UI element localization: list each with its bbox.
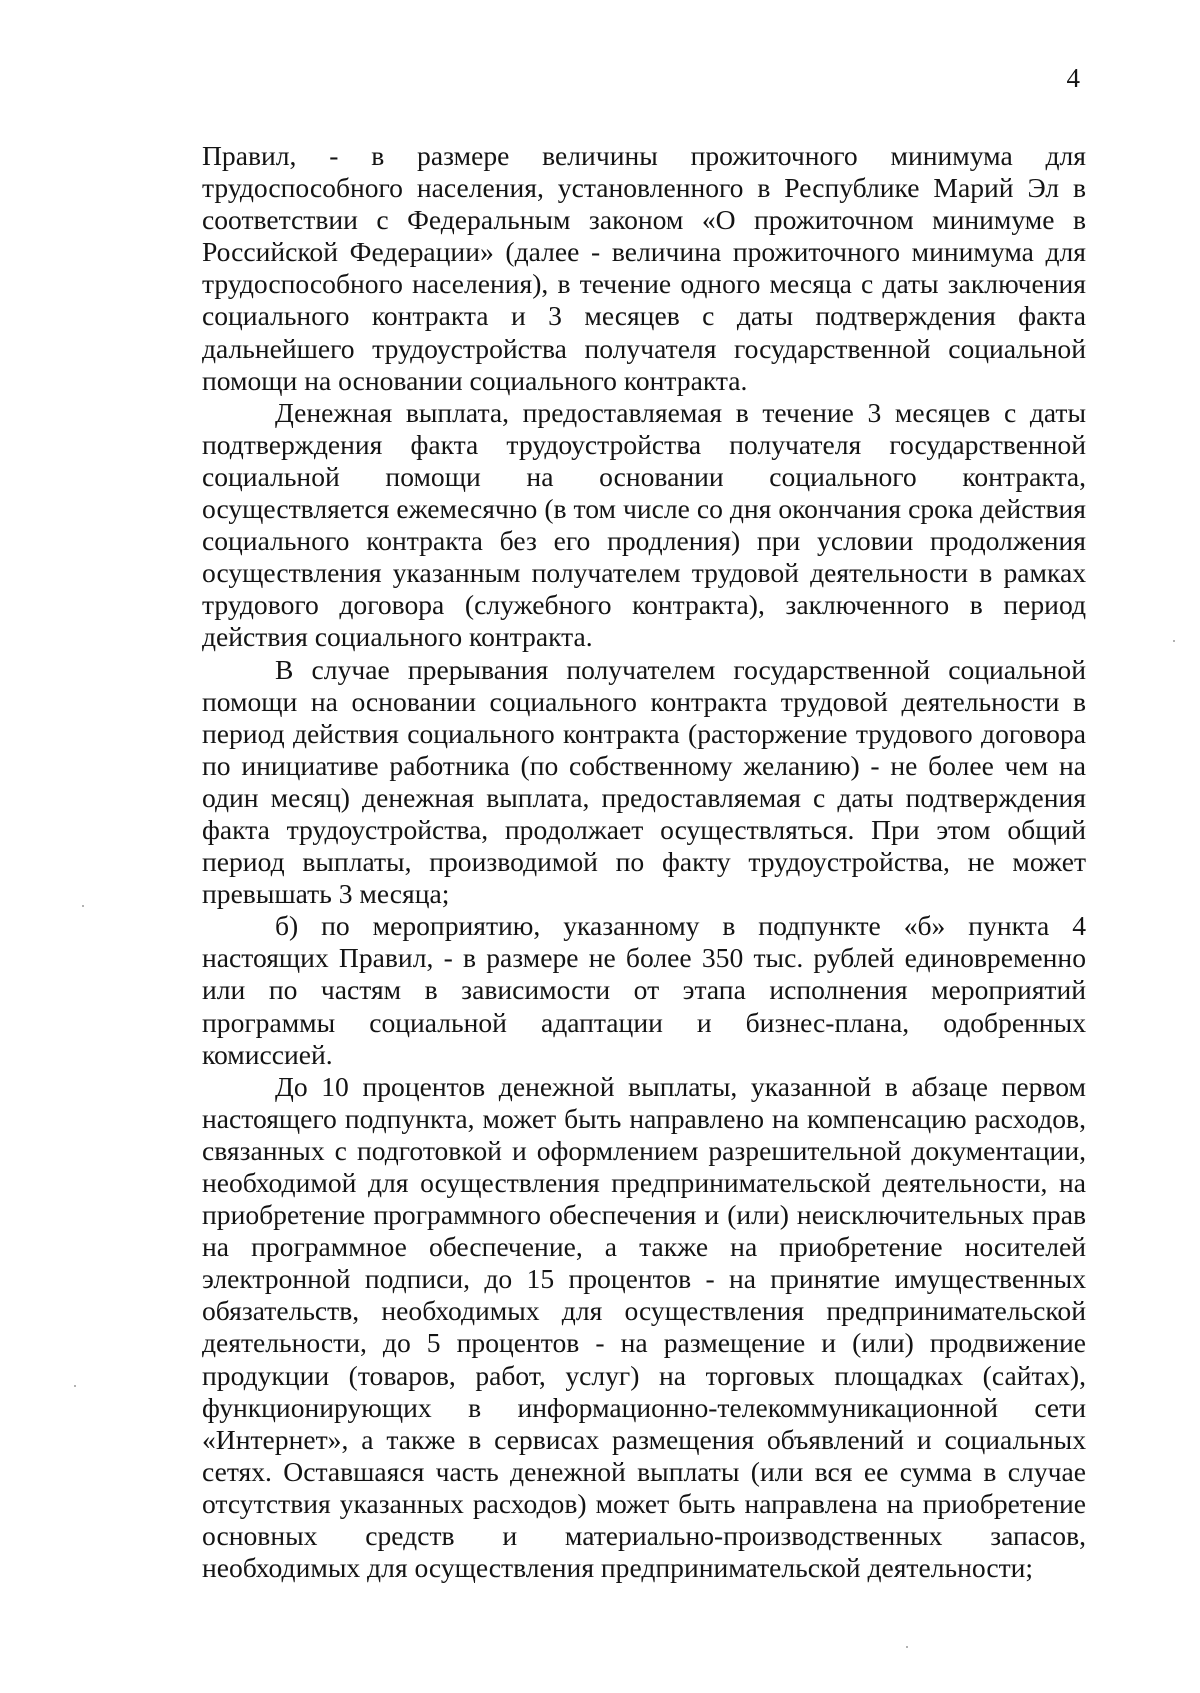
scan-speck <box>1173 640 1175 642</box>
scan-speck <box>82 905 84 907</box>
document-body <box>202 140 1086 1584</box>
paragraph-expense-allocation: До 10 процентов денежной выплаты, указанной в абзаце первом настоящего подпункта, может быть направлено на компенсацию расходов, связанных с подготовкой и оформлением разрешительной документации, необходимой для осуществления предпринимательской деятельности, на приобретение программного обеспечения и (или) неисключительных прав на программное обеспечение, а также на приобретение носителей электронной подписи, до 15 процентов - на принятие имущественных обязательств, необходимых для осуществления предпринимательской деятельности, до 5 процентов - на размещение и (или) продвижение продукции (товаров, работ, услуг) на торговых площадках (сайтах), функционирующих в информационно-телекоммуникационной сети «Интернет», а также в сервисах размещения объявлений и социальных сетях. Оставшаяся часть денежной выплаты (или вся ее сумма в случае отсутствия указанных расходов) может быть направлена на приобретение основных средств и материально-производственных запасов, необходимых для осуществления предпринимательской деятельности; <box>202 1070 1086 1584</box>
paragraph-rules-continuation: Правил, - в размере величины прожиточного минимума для трудоспособного населения, установленного в Республике Марий Эл в соответствии с Федеральным законом «О прожиточном минимуме в Российской Федерации» (далее - величина прожиточного минимума для трудоспособного населения), в течение одного месяца с даты заключения социального контракта и 3 месяцев с даты подтверждения факта дальнейшего трудоустройства получателя государственной социальной помощи на основании социального контракта. <box>202 140 1086 396</box>
paragraph-subitem-b: б) по мероприятию, указанному в подпункте «б» пункта 4 настоящих Правил, - в размере не более 350 тыс. рублей единовременно или по частям в зависимости от этапа исполнения мероприятий программы социальной адаптации и бизнес-плана, одобренных комиссией. <box>202 910 1086 1070</box>
scan-speck <box>906 1646 908 1648</box>
page-number: 4 <box>1066 63 1080 93</box>
paragraph-employment-interruption: В случае прерывания получателем государственной социальной помощи на основании социального контракта трудовой деятельности в период действия социального контракта (расторжение трудового договора по инициативе работника (по собственному желанию) - не более чем на один месяц) денежная выплата, предоставляемая с даты подтверждения факта трудоустройства, продолжает осуществляться. При этом общий период выплаты, производимой по факту трудоустройства, не может превышать 3 месяца; <box>202 653 1086 910</box>
scan-speck <box>74 1385 76 1387</box>
paragraph-monthly-payment: Денежная выплата, предоставляемая в течение 3 месяцев с даты подтверждения факта трудоустройства получателя государственной социальной помощи на основании социального контракта, осуществляется ежемесячно (в том числе со дня окончания срока действия социального контракта без его продления) при условии продолжения осуществления указанным получателем трудовой деятельности в рамках трудового договора (служебного контракта), заключенного в период действия социального контракта. <box>202 396 1086 653</box>
